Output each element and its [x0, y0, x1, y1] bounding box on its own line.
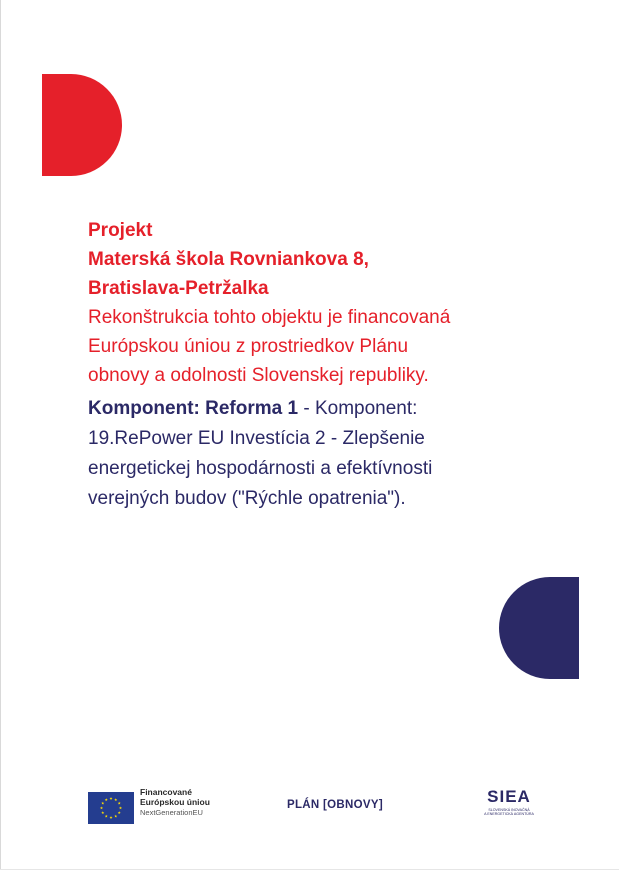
eu-star: [105, 798, 108, 801]
project-name: Materská škola Rovniankova 8,: [88, 249, 369, 270]
description-line: Európskou úniou z prostriedkov Plánu: [88, 336, 409, 357]
component-heading-line: [88, 394, 598, 424]
description-line: Rekonštrukcia tohto objektu je financovaná: [88, 307, 451, 328]
eu-star: [114, 798, 117, 801]
project-info: [88, 216, 598, 514]
project-location: Bratislava-Petržalka: [88, 278, 269, 299]
component-info: [88, 394, 598, 514]
eu-star: [101, 811, 104, 814]
project-heading: Projekt: [88, 220, 153, 241]
eu-line-2: Európskou úniou: [140, 797, 210, 807]
eu-star: [105, 815, 108, 818]
page-edge-left: [0, 0, 1, 870]
eu-line-1: Financované: [140, 787, 192, 797]
footer-logos: [0, 780, 619, 830]
plan-bracket-open: [: [323, 799, 328, 811]
component-line: verejných budov ("Rýchle opatrenia").: [88, 488, 406, 509]
component-label-rest: - Komponent:: [298, 398, 418, 419]
eu-star: [100, 806, 103, 809]
plan-word: PLÁN: [287, 799, 320, 811]
eu-line-3: NextGenerationEU: [140, 808, 203, 817]
component-line: 19.RePower EU Investícia 2 - Zlepšenie: [88, 428, 425, 449]
siea-name: SIEA: [487, 787, 531, 806]
eu-funding-text: [140, 787, 210, 818]
eu-star: [114, 815, 117, 818]
eu-star: [101, 802, 104, 805]
siea-subtitle: [478, 808, 540, 816]
plan-obnovy-logo: [287, 799, 383, 811]
navy-half-circle-decoration: [499, 577, 579, 679]
project-description: [88, 303, 598, 390]
eu-star: [109, 816, 112, 819]
plan-bracket-close: ]: [378, 799, 383, 811]
obnovy-word: OBNOVY: [327, 799, 379, 811]
component-label: Komponent: Reforma 1: [88, 398, 299, 419]
description-line: obnovy a odolnosti Slovenskej republiky.: [88, 365, 429, 386]
eu-star: [118, 811, 121, 814]
eu-star: [118, 802, 121, 805]
siea-logo: [478, 788, 540, 816]
eu-star: [109, 797, 112, 800]
component-line: energetickej hospodárnosti a efektívnosti: [88, 458, 433, 479]
siea-subtitle-line: A ENERGETICKÁ AGENTÚRA: [484, 812, 534, 817]
eu-star: [119, 806, 122, 809]
siea-subtitle-line: SLOVENSKÁ INOVAČNÁ: [488, 808, 530, 812]
eu-flag-icon: [88, 792, 134, 824]
red-half-circle-decoration: [42, 74, 122, 176]
